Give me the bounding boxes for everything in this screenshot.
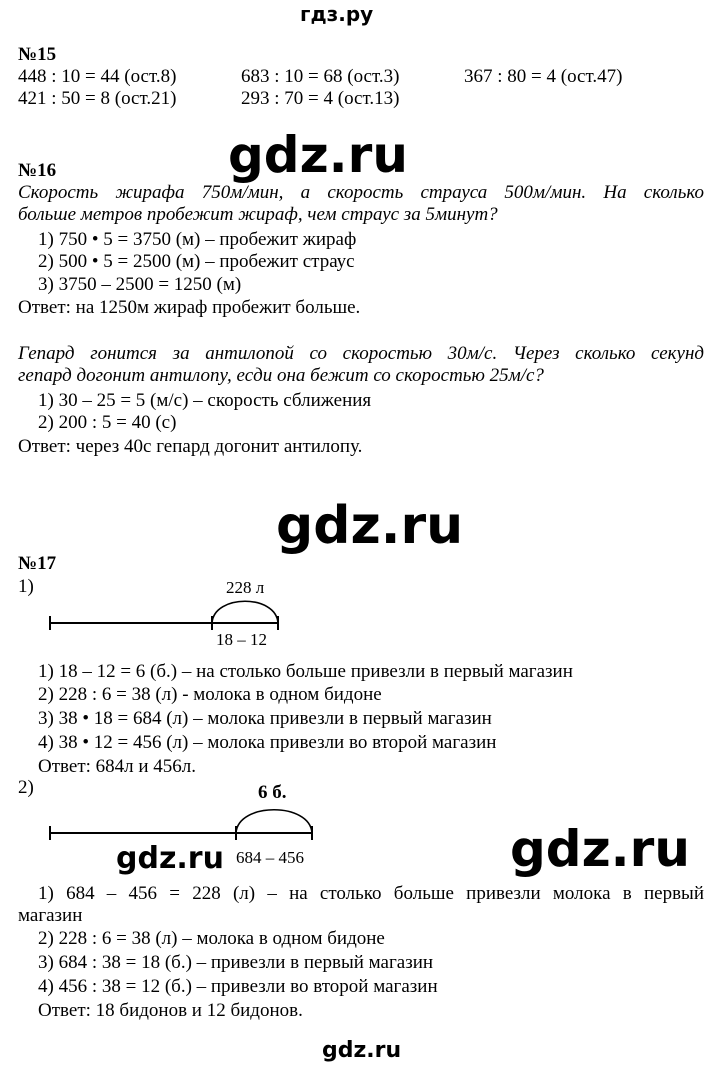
task16-p1-step2: 2) 500 • 5 = 2500 (м) – пробежит страус [38, 251, 355, 272]
task16-p1-answer: Ответ: на 1250м жираф пробежит больше. [18, 297, 361, 318]
task16-p2-text-line2: гепард догонит антилопу, есди она бежит со скоростью 25м/с? [18, 365, 544, 386]
task16-p2-text-line1: Гепард гонится за антилопой со скоростью 30м/с. Через сколько секунд [18, 343, 704, 364]
site-footer: gdz.ru [322, 1038, 402, 1063]
task15-r1-c3: 367 : 80 = 4 (ост.47) [464, 66, 623, 87]
watermark: gdz.ru [116, 841, 224, 876]
diagram2-arc-label: 6 б. [258, 782, 287, 803]
task17-p2-answer: Ответ: 18 бидонов и 12 бидонов. [38, 1000, 303, 1021]
task17-p2-step1-line1: 1) 684 – 456 = 228 (л) – на столько больше привезли молока в первый [38, 883, 704, 904]
task17-title: №17 [18, 553, 57, 574]
task15-r2-c1: 421 : 50 = 8 (ост.21) [18, 88, 177, 109]
task17-p1-answer: Ответ: 684л и 456л. [38, 756, 197, 777]
task16-title: №16 [18, 160, 57, 181]
task17-part1-label: 1) [18, 576, 34, 597]
task16-p2-step1: 1) 30 – 25 = 5 (м/с) – скорость сближения [38, 390, 372, 411]
segment-diagram-1 [0, 590, 720, 650]
task16-p1-step3: 3) 3750 – 2500 = 1250 (м) [38, 274, 242, 295]
task17-part2-label: 2) [18, 777, 34, 798]
task17-p2-step1-line2: магазин [18, 905, 83, 926]
task17-p1-step4: 4) 38 • 12 = 456 (л) – молока привезли во второй магазин [38, 732, 497, 753]
watermark: gdz.ru [276, 496, 464, 556]
task17-p2-step2: 2) 228 : 6 = 38 (л) – молока в одном бидоне [38, 928, 385, 949]
task17-p2-step4: 4) 456 : 38 = 12 (б.) – привезли во второй магазин [38, 976, 438, 997]
task16-p1-step1: 1) 750 • 5 = 3750 (м) – пробежит жираф [38, 229, 357, 250]
diagram1-arc-label: 228 л [226, 578, 265, 597]
watermark: gdz.ru [510, 820, 690, 878]
diagram2-below-label: 684 – 456 [236, 848, 304, 867]
task16-p1-text-line2: больше метров пробежит жираф, чем страус за 5минут? [18, 204, 498, 225]
task16-p2-step2: 2) 200 : 5 = 40 (с) [38, 412, 177, 433]
site-header: гдз.ру [300, 2, 374, 26]
diagram1-below-label: 18 – 12 [216, 630, 267, 649]
task15-r1-c1: 448 : 10 = 44 (ост.8) [18, 66, 177, 87]
task15-r1-c2: 683 : 10 = 68 (ост.3) [241, 66, 400, 87]
task16-p2-answer: Ответ: через 40с гепард догонит антилопу. [18, 436, 363, 457]
task17-p1-step2: 2) 228 : 6 = 38 (л) - молока в одном бидоне [38, 684, 382, 705]
task15-title: №15 [18, 44, 57, 65]
task17-p1-step1: 1) 18 – 12 = 6 (б.) – на столько больше привезли в первый магазин [38, 661, 573, 682]
task17-p2-step3: 3) 684 : 38 = 18 (б.) – привезли в первый магазин [38, 952, 434, 973]
task17-p1-step3: 3) 38 • 18 = 684 (л) – молока привезли в первый магазин [38, 708, 492, 729]
task15-r2-c2: 293 : 70 = 4 (ост.13) [241, 88, 400, 109]
watermark: gdz.ru [228, 126, 408, 184]
task16-p1-text-line1: Скорость жирафа 750м/мин, а скорость страуса 500м/мин. На сколько [18, 182, 704, 203]
